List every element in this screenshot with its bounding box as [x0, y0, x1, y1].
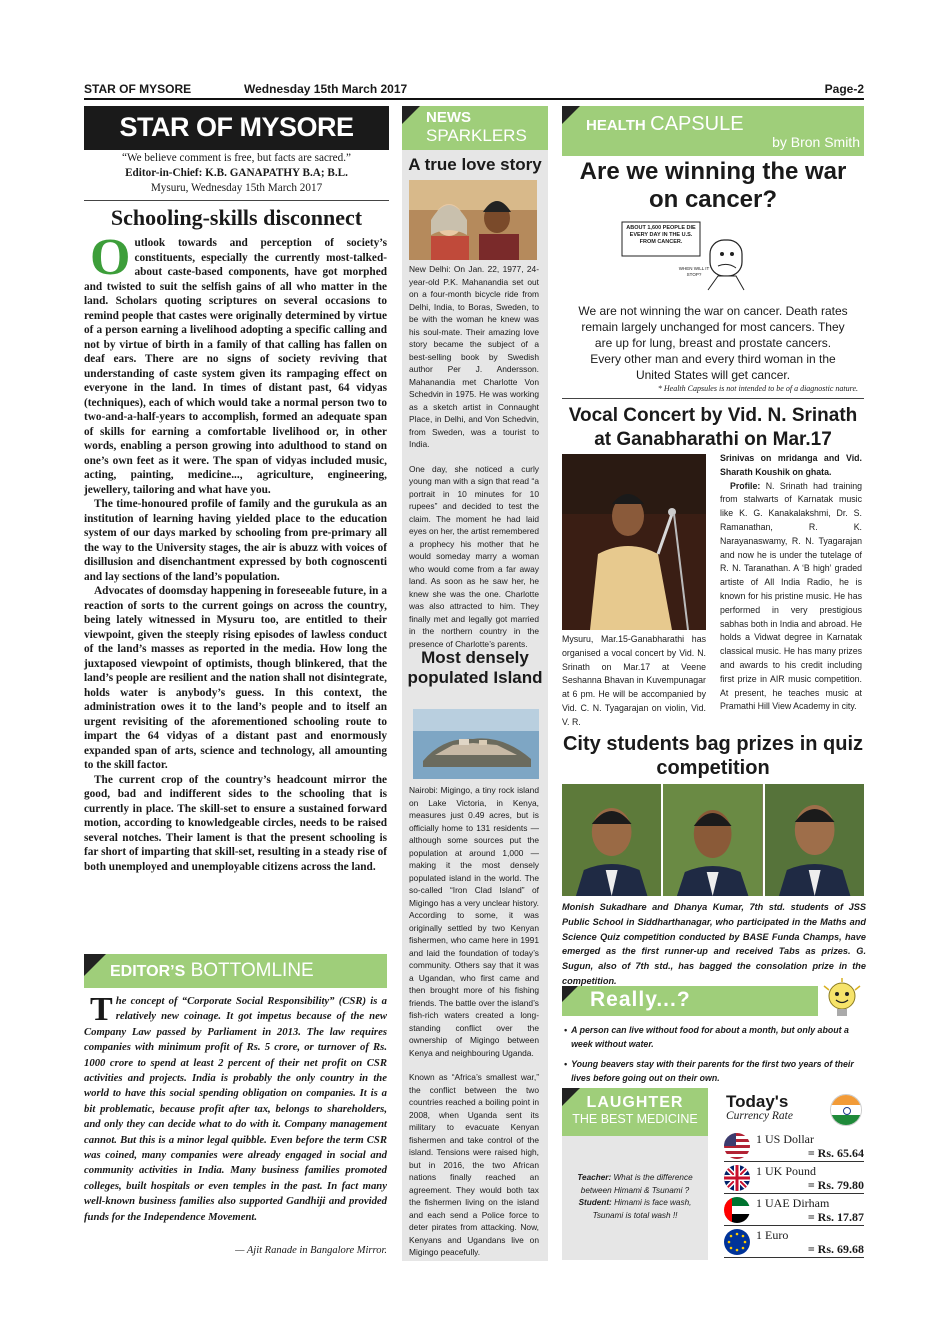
currency-box — [722, 1088, 864, 1260]
really-list — [564, 1024, 864, 1085]
bottomline-label: EDITOR’S BOTTOMLINE — [110, 960, 314, 981]
masthead-banner — [84, 106, 389, 150]
health-title: Are we winning the war on cancer? — [579, 158, 847, 213]
bottomline-text: he concept of “Corporate Social Responsibility” (CSR) is a relatively new coinage. It got impetus because of the new Company Law passed by Parliament in 2013. The law requires companies with minimum profit of Rs. 5 crore, or turnover of Rs. 1000 crore to spend at least 2 percent of their net profit on CSR activities and projects. India is probably the only country in the world to have this social spending obligation on companies. It is a bit problematic, because profit after tax, belongs to shareholders, and only they can decide what to do with it. Company management cannot. But this is a minor legal quibble. Even before the term CSR was coined, many companies were already engaged in social and community activities in India. Many business families promoted colleges, built hospitals or even temples in the past. In fact many well-known business families also supported Gandhiji and provided funds for the Independence Movement. — [84, 995, 387, 1223]
bottomline-credit: — Ajit Ranade in Bangalore Mirror. — [235, 1245, 387, 1256]
health-disclaimer: * Health Capsules is not intended to be of a diagnostic nature. — [657, 384, 858, 393]
concert-title: Vocal Concert by Vid. N. Srinath at Ganabharathi on Mar.17 — [568, 405, 858, 450]
editorial-title: Schooling-skills disconnect — [110, 205, 363, 230]
sparklers-label: NEWS SPARKLERS — [426, 109, 527, 145]
concert-left: Mysuru, Mar.15-Ganabharathi has organised a vocal concert by Vid. N. Srinath on Mar.17 at Veene Seshanna Bhavan in Kuvempunagar at 6 pm. He will be accompanied by Vid. C. N. Tyagarajan on violin, Vid. V. R. — [562, 634, 706, 727]
masthead-motto: “We believe comment is free, but facts are sacred.” — [122, 152, 351, 164]
bottomline-body — [84, 991, 387, 1225]
currency-row: 1 UK Pound = Rs. 79.80 — [724, 1162, 864, 1194]
masthead-editor: Editor-in-Chief: K.B. GANAPATHY B.A; B.L. — [125, 167, 348, 179]
cartoon-caption: ABOUT 1,600 PEOPLE DIE EVERY DAY IN THE U.S. FROM CANCER. — [626, 225, 696, 245]
bottomline-banner — [84, 954, 387, 988]
header-page: Page-2 — [824, 82, 864, 96]
page-header — [84, 80, 864, 98]
really-banner — [562, 986, 818, 1016]
love-story-photo — [409, 180, 537, 260]
student-photo-1 — [562, 784, 661, 896]
student-photo-2 — [663, 784, 762, 896]
currency-subtitle: Currency Rate — [726, 1110, 793, 1122]
health-byline: by Bron Smith — [772, 134, 860, 150]
story1-paragraph-1: New Delhi: On Jan. 22, 1977, 24-year-old P.K. Mahanandia set out on a four-month bicycle ride from Delhi, India, to Boras, Sweden, to be with the woman he knew was his soul-mate. Their amazing love story became the subject of a best-selling book by Swedish author Per J. Andersson. Mahanandia met Charlotte Von Schedvin in 1975. He was working as a sketch artist in Connaught Place, in Delhi, and Von Schedvin, from Sweden, was a tourist to India. — [409, 264, 539, 449]
currency-title: Today's — [726, 1092, 789, 1111]
story2-title: Most densely populated Island — [407, 648, 543, 687]
cartoon-reply: WHEN WILL IT STOP? — [678, 266, 710, 277]
bottomline-dropcap: T — [90, 991, 113, 1028]
singer-photo — [562, 454, 706, 630]
editorial-paragraph-3: Advocates of doomsday happening in foreseeable future, in a reaction of sorts to the current goings on across the country, being lately witnessed in Mysuru too, are entitled to their viewpoint, given the steeply rising episodes of lawless conduct of the land’s masses as reported in the media. How long the juxtaposed viewpoint of optimists, though blinkered, that the land’s people are resilient and the nation shall not disintegrate, holds water is anybody’s guess. In this context, the administration owes it to the land’s people and to itself an urgent revisiting of the aforementioned schooling route to impart the 64 vidyas of a distant past and enormously expanded span of arts, science and technology, all amounting to the skill factor. — [84, 585, 387, 771]
header-rule — [84, 98, 864, 100]
quiz-title: City students bag prizes in quiz competition — [562, 733, 864, 779]
editorial-body — [84, 229, 387, 874]
editorial-dropcap: O — [90, 229, 131, 286]
concert-right — [720, 452, 862, 714]
really-corner — [562, 986, 578, 1002]
bottomline-corner — [84, 954, 106, 976]
really-item: • A person can live without food for about a month, but only about a week without water. — [564, 1025, 849, 1049]
editorial-paragraph-2: The time-honoured profile of family and the gurukula as an institution of learning having yielded place to the education system of our days marked by schooling from pre-primary all the way to the University stages, the air is abuzz with voices of disillusion and disenchantment expressed by both cognoscenti and lay sections of the land’s population. — [84, 498, 387, 583]
health-label: HEALTH CAPSULE — [586, 113, 744, 135]
quiz-photos — [562, 784, 864, 896]
sparklers-corner — [402, 106, 420, 124]
header-paper: STAR OF MYSORE — [84, 82, 192, 96]
currency-table — [724, 1130, 864, 1258]
health-body: We are not winning the war on cancer. Death rates remain largely unchanged for most cancers. They are up for lung, breast and prostate cancers. Every other man and every third woman in the United States will get cancer. — [578, 304, 848, 382]
health-corner — [562, 106, 580, 124]
editorial-paragraph-4: The current crop of the country’s headcount mirror the good, bad and indifferent sides to the schooling that is currently in place. The skill-set to ensure a sustained forward motion, according to knowledgeable circles, needs to be raised several notches. Their lament is that the present schooling is far short of imparting that skill-set, resulting in a steady rise of both unemployed and unemployable citizens across the land. — [84, 773, 387, 873]
eu-flag-icon — [724, 1229, 750, 1255]
health-rule — [562, 398, 864, 399]
really-label: Really...? — [590, 988, 691, 1011]
concert-profile-label: Profile: — [730, 480, 761, 491]
story1-title: A true love story — [408, 155, 542, 174]
health-banner — [562, 106, 864, 156]
really-item: • Young beavers stay with their parents for the first two years of their lives before going out on their own. — [564, 1059, 854, 1083]
quiz-caption: Monish Sukadhare and Dhanya Kumar, 7th std. students of JSS Public School in Siddharthanagar, who participated in the Maths and Science Quiz competition conducted by BASE Funda Champs, have emerged as the first runner-up and received Tabs as prizes. G. Sugun, also of 7th std., has bagged the consolation prize in the competition. — [562, 902, 866, 986]
sparklers-banner — [402, 106, 548, 150]
laughter-joke: Teacher: What is the difference between Himami & Tsunami ? Student: Himami is face wash, Tsunami is total wash !! — [577, 1173, 693, 1220]
masthead-info — [84, 151, 389, 196]
india-flag-icon — [830, 1094, 862, 1126]
header-date: Wednesday 15th March 2017 — [244, 82, 408, 96]
story2-paragraph-2: Known as “Africa’s smallest war,” the conflict between the two countries reached a boiling point in 2008, when Uganda sent its military to evacuate Kenyan fishermen and take control of the island. Tensions were raised high, but in 2016, the two African nations finally reached an agreement. They would both tax the fishermen living on the island and each send a Police force to deter pirates from attacking. Now, Kenyans and Ugandans live on Migingo peacefully. — [409, 1072, 539, 1257]
masthead-dateline: Mysuru, Wednesday 15th March 2017 — [150, 182, 323, 194]
concert-profile: N. Srinath had training from stalwarts of Karnatak music like K. G. Kanakalakshmi, Dr. S. Ramanathan, R. K. Narayanaswamy, R. N. Tyagarajan and now he is under the tutelage of R. N. Taranathan. A ‘B high’ graded artiste of All India Radio, he is known for his pristine music. He has performed in very prestigious sabhas both in India and abroad. He holds a Vidwat degree in Karnatak classical music. He has many prizes and awards to his credit including first prize in AIR music competition. At present, he teaches music at Pramathi Hill View Academy in city. — [720, 480, 862, 712]
editorial-paragraph-1: utlook towards and perception of society’s constituents, especially the currently most-talked-about caste-based components, have got morphed and twisted to suit the selfish gains of all who matter in the land. Scholars quoting scriptures on several occasions to remind people that castes were originally determined by virtue of a person earning a livelihood adopting a specific calling and not by virtue of birth in a family of that calling has fallen on deaf ears. There are no signs of society reviving that understanding of caste system given its rampaging effect on everyone in the land. In times of distant past, 64 vidyas (techniques), each of which would take a normal person two to two-and-a-half-years to accomplish, formed an adequate span of skills for earning a comfortable livelihood or, in other words, enabling a person growing into adulthood to stand on one’s own feet as it were. The span of vidyas included music, acting, painting, medicine..., agriculture, engineering, jewellery, tailoring and what have you. — [84, 237, 387, 496]
masthead-title: STAR OF MYSORE — [119, 112, 354, 142]
currency-row: 1 Euro = Rs. 69.68 — [724, 1226, 864, 1258]
bulb-icon — [820, 978, 864, 1022]
cancer-cartoon — [618, 216, 758, 296]
story1-text — [409, 263, 539, 650]
currency-row: 1 UAE Dirham = Rs. 17.87 — [724, 1194, 864, 1226]
uae-flag-icon — [724, 1197, 750, 1223]
masthead-rule — [84, 200, 389, 201]
story1-paragraph-2: One day, she noticed a curly young man with a sign that read “a portrait in 10 minutes for 10 rupees” and decided to test the claim. The moment he had laid eyes on her, the artist remembered a prophecy his mother that he would someday marry a woman who would come from a far away land. As soon as he saw her, he knew she was the one. Charlotte was also attracted to him. They finally met and legally got married in the northern country in the presence of Charlotte’s parents. — [409, 463, 539, 649]
currency-row: 1 US Dollar = Rs. 65.64 — [724, 1130, 864, 1162]
student-photo-3 — [765, 784, 864, 896]
story2-text — [409, 784, 539, 1259]
laughter-label: LAUGHTER THE BEST MEDICINE — [572, 1094, 698, 1126]
us-flag-icon — [724, 1133, 750, 1159]
laughter-banner — [562, 1088, 708, 1136]
story2-paragraph-1: Nairobi: Migingo, a tiny rock island on Lake Victoria, in Kenya, measures just 0.49 acres, but is officially home to 131 residents —although some sources put the population at around 1,000 — making it the most densely populated island in the world. The so-called “Iron Clad Island” of Migingo has a very unclear history. According to some, it was originally settled by two Kenyan fishermen, who came here in 1991 and laid the foundation of today’s community. Others say that it was a Ugandan, who first came and then brought more of his fishing friends. The battle over the island’s fish-rich waters created a long-standing conflict over the ownership of Migingo between Kenya and neighbouring Uganda. — [409, 785, 539, 1058]
concert-right-top: Srinivas on mridanga and Vid. Sharath Koushik on ghata. — [720, 453, 862, 477]
island-photo — [413, 709, 539, 779]
uk-flag-icon — [724, 1165, 750, 1191]
